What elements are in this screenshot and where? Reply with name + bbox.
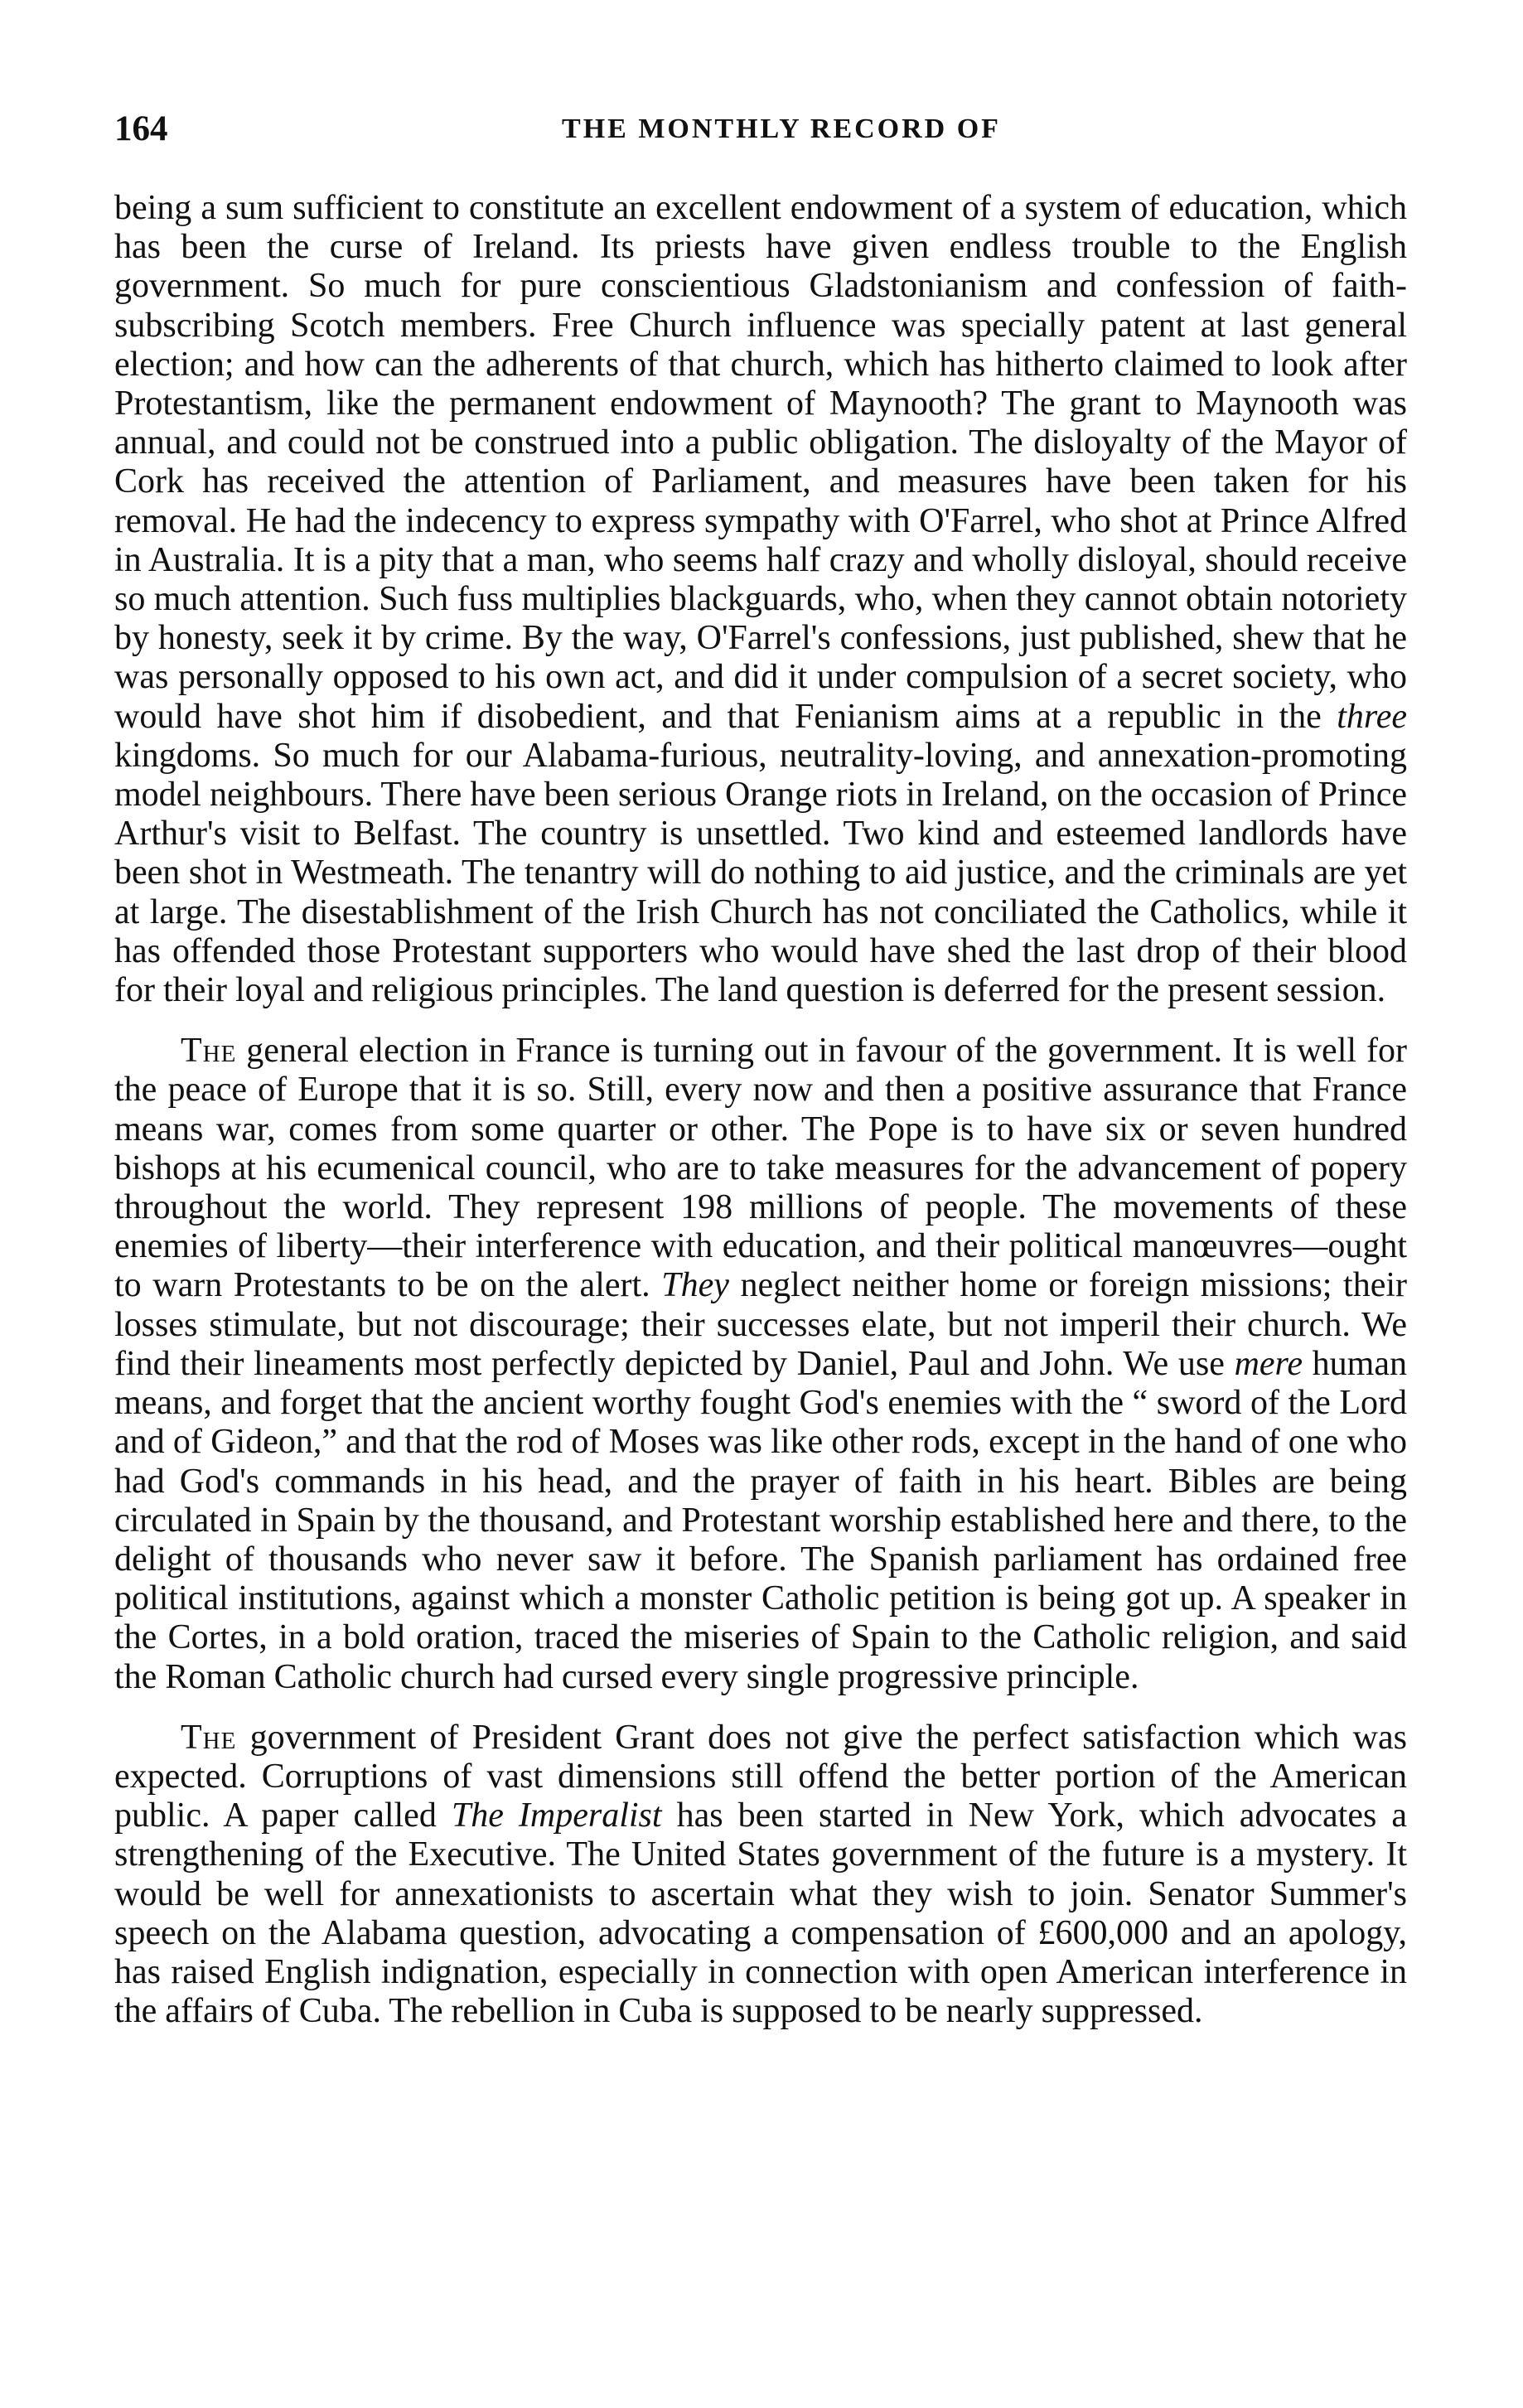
italic-segment: They: [661, 1266, 729, 1305]
paragraph-france-spain: [114, 1032, 1407, 1696]
italic-segment: three: [1337, 697, 1407, 736]
paragraph-america-cuba: [114, 1719, 1407, 2032]
article-body: [114, 189, 1407, 2031]
page-number: 164: [114, 109, 168, 148]
paragraph-ireland: [114, 189, 1407, 1010]
running-head: [114, 106, 1407, 159]
paragraph-lead: The: [181, 1718, 237, 1757]
text-segment: government of President Grant does not give the perfect satisfaction which was expected. Corruptions of vast dimensions still offend the better portion of the American public. A paper called: [114, 1718, 1407, 1835]
italic-segment: mere: [1234, 1344, 1303, 1383]
running-title: THE MONTHLY RECORD OF: [562, 114, 1001, 144]
text-segment: human means, and forget that the ancient worthy fought God's enemies with the “ sword of the Lord and of Gideon,” and that the rod of Moses was like other rods, except in the hand of one who had God's commands in his head, and the prayer of faith in his heart. Bibles are being circulated in Spain by the thousand, and Protestant worship established here and there, to the delight of thousands who never saw it before. The Spanish parliament has ordained free political institutions, against which a monster Catholic petition is being got up. A speaker in the Cortes, in a bold oration, traced the miseries of Spain to the Catholic religion, and said the Roman Catholic church had cursed every single progressive principle.: [114, 1344, 1407, 1696]
text-segment: kingdoms. So much for our Alabama-furious, neutrality-loving, and annexation-promoting model neighbours. There have been serious Orange riots in Ireland, on the occasion of Prince Arthur's visit to Belfast. The country is unsettled. Two kind and esteemed landlords have been shot in Westmeath. The tenantry will do nothing to aid justice, and the criminals are yet at large. The disestablishment of the Irish Church has not conciliated the Catholics, while it has offended those Protestant supporters who would have shed the last drop of their blood for their loyal and religious principles. The land question is deferred for the present session.: [114, 736, 1407, 1010]
text-segment: neglect neither home or foreign missions; their losses stimulate, but not discourage; their successes elate, but not imperil their church. We find their lineaments most perfectly depicted by Daniel, Paul and John. We use: [114, 1266, 1407, 1383]
paragraph-lead: The: [181, 1032, 237, 1071]
text-segment: general election in France is turning out in favour of the government. It is well for the peace of Europe that it is so. Still, every now and then a positive assurance that France means war, comes from some quarter or other. The Pope is to have six or seven hundred bishops at his ecumenical council, who are to take measures for the advancement of popery throughout the world. They represent 198 millions of people. The movements of these enemies of liberty—their interference with education, and their political manœuvres—ought to warn Protestants to be on the alert.: [114, 1032, 1407, 1305]
text-segment: has been started in New York, which advocates a strengthening of the Executive. The United States government of the future is a mystery. It would be well for annexationists to ascertain what they wish to join. Senator Summer's speech on the Alabama question, advocating a compensation of £600,000 and an apology, has raised English indignation, especially in connection with open American interference in the affairs of Cuba. The rebellion in Cuba is supposed to be nearly suppressed.: [114, 1796, 1407, 2031]
text-segment: being a sum sufficient to constitute an excellent endowment of a system of education, which has been the curse of Ireland. Its priests have given endless trouble to the English government. So much for pure conscientious Gladstonianism and confession of faith-subscribing Scotch members. Free Church influence was specially patent at last general election; and how can the adherents of that church, which has hitherto claimed to look after Protestantism, like the permanent endowment of Maynooth? The grant to Maynooth was annual, and could not be construed into a public obligation. The disloyalty of the Mayor of Cork has received the attention of Parliament, and measures have been taken for his removal. He had the indecency to express sympathy with O'Farrel, who shot at Prince Alfred in Australia. It is a pity that a man, who seems half crazy and wholly disloyal, should receive so much attention. Such fuss multiplies blackguards, who, when they cannot obtain notoriety by honesty, seek it by crime. By the way, O'Farrel's confessions, just published, shew that he was personally opposed to his own act, and did it under compulsion of a secret society, who would have shot him if disobedient, and that Fenianism aims at a republic in the: [114, 189, 1407, 736]
italic-segment: The Imperalist: [451, 1796, 662, 1835]
